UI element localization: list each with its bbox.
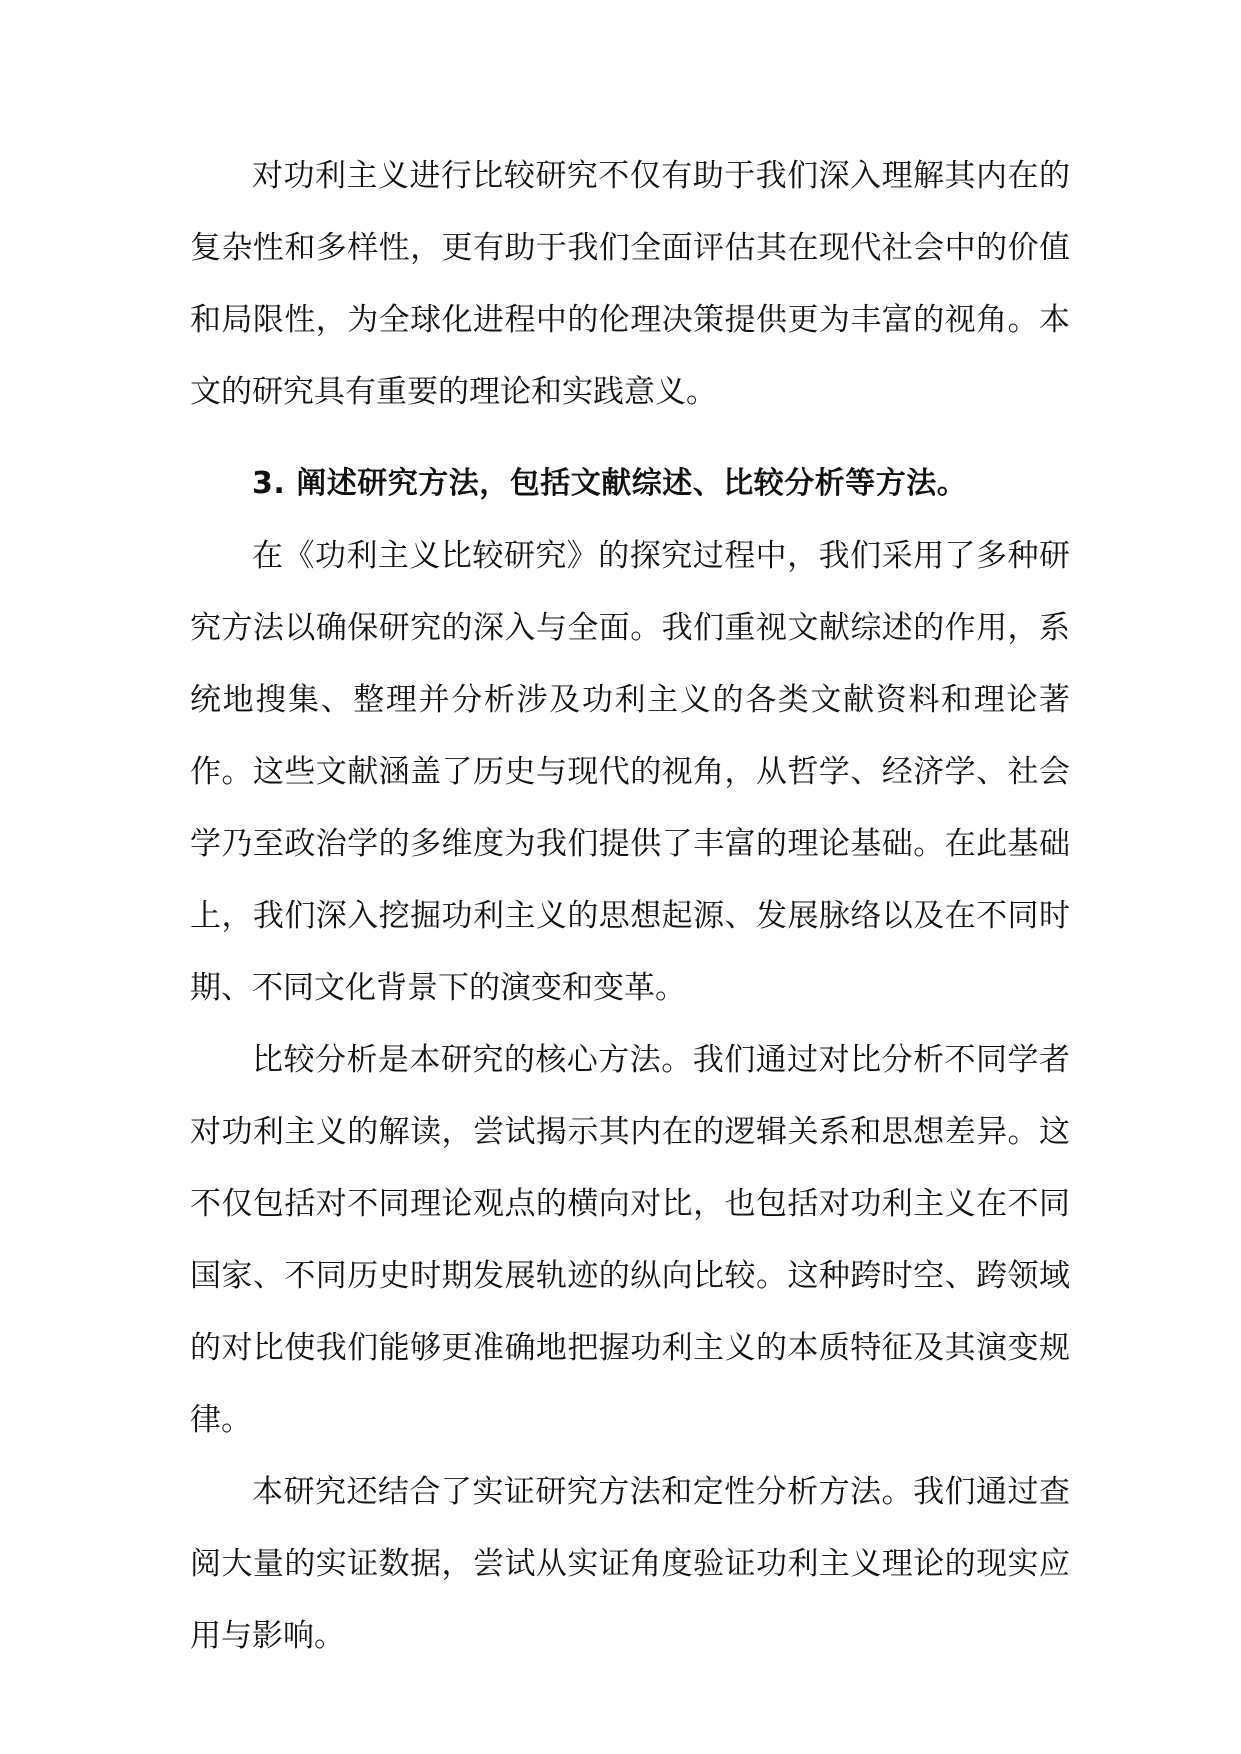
paragraph-significance: 对功利主义进行比较研究不仅有助于我们深入理解其内在的复杂性和多样性，更有助于我们全面评估其在现代社会中的价值和局限性，为全球化进程中的伦理决策提供更为丰富的视角。本文的研究具有重要的理论和实践意义。 bbox=[190, 158, 1070, 410]
section-heading-research-methods: 3. 阐述研究方法，包括文献综述、比较分析等方法。 bbox=[252, 466, 968, 501]
paragraph-comparative-analysis: 比较分析是本研究的核心方法。我们通过对比分析不同学者对功利主义的解读，尝试揭示其内在的逻辑关系和思想差异。这不仅包括对不同理论观点的横向对比，也包括对功利主义在不同国家、不同历史时期发展轨迹的纵向比较。这种跨时空、跨领域的对比使我们能够更准确地把握功利主义的本质特征及其演变规律。 bbox=[190, 1042, 1070, 1438]
document-body bbox=[190, 140, 1070, 1672]
paragraph-empirical-methods: 本研究还结合了实证研究方法和定性分析方法。我们通过查阅大量的实证数据，尝试从实证角度验证功利主义理论的现实应用与影响。 bbox=[190, 1474, 1070, 1654]
paragraph-literature-review: 在《功利主义比较研究》的探究过程中，我们采用了多种研究方法以确保研究的深入与全面。我们重视文献综述的作用，系统地搜集、整理并分析涉及功利主义的各类文献资料和理论著作。这些文献涵盖了历史与现代的视角，从哲学、经济学、社会学乃至政治学的多维度为我们提供了丰富的理论基础。在此基础上，我们深入挖掘功利主义的思想起源、发展脉络以及在不同时期、不同文化背景下的演变和变革。 bbox=[190, 538, 1070, 1006]
